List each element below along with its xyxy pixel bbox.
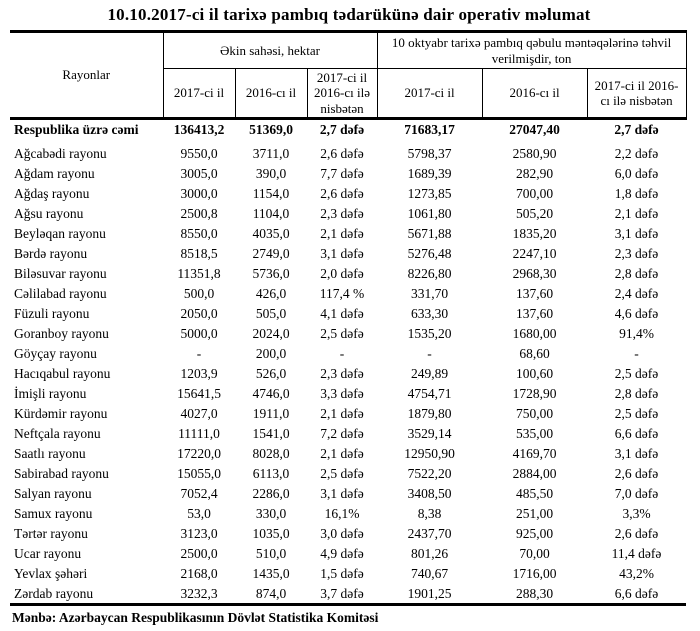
value-cell: 8518,5 (180, 246, 218, 262)
table-row (10, 384, 686, 404)
value-cell: 485,50 (515, 486, 554, 502)
value-cell: 68,60 (519, 346, 550, 362)
value-cell: 91,4% (619, 326, 654, 342)
value-cell: 3,0 dəfə (320, 526, 364, 542)
value-cell: 2,2 dəfə (614, 146, 659, 162)
region-name: Zərdab rayonu (14, 585, 94, 601)
region-name: Tərtər rayonu (14, 526, 88, 542)
value-cell: 3,1 dəfə (614, 446, 659, 462)
value-cell: 2,6 dəfə (614, 466, 659, 482)
value-cell: 2286,0 (252, 486, 290, 502)
value-cell: 2968,30 (512, 266, 557, 282)
value-cell: 1716,00 (512, 566, 557, 582)
value-cell: 2,1 dəfə (320, 226, 364, 242)
value-cell: 6,0 dəfə (614, 166, 659, 182)
value-cell: 249,89 (410, 366, 449, 382)
value-cell: 750,00 (515, 406, 554, 422)
column-header-rayonlar: Rayonlar (10, 32, 163, 119)
value-cell: 7,0 dəfə (614, 486, 659, 502)
table-row (10, 244, 686, 264)
region-name: Ağcabədi rayonu (14, 146, 107, 162)
value-cell: 2,5 dəfə (614, 366, 659, 382)
table-row (10, 404, 686, 424)
region-name: Göyçay rayonu (14, 346, 97, 362)
table-row (10, 424, 686, 444)
value-cell: 1901,25 (407, 585, 452, 601)
value-cell: 2024,0 (252, 326, 290, 342)
value-cell: 510,0 (255, 546, 287, 562)
value-cell: 6113,0 (252, 466, 290, 482)
region-name: Biləsuvar rayonu (14, 266, 107, 282)
value-cell: 8550,0 (180, 226, 218, 242)
value-cell: 2,7 dəfə (319, 121, 365, 137)
value-cell: 2,1 dəfə (320, 446, 364, 462)
value-cell: 1535,20 (407, 326, 452, 342)
value-cell: 874,0 (255, 585, 287, 601)
value-cell: 2884,00 (512, 466, 557, 482)
value-cell: 4,9 dəfə (320, 546, 364, 562)
cotton-procurement-table (10, 30, 687, 606)
value-cell: 12950,90 (404, 446, 455, 462)
table-row (10, 204, 686, 224)
region-name: Neftçala rayonu (14, 426, 101, 442)
table-row (10, 284, 686, 304)
region-name: Ağdam rayonu (14, 166, 95, 182)
value-cell: 2437,70 (407, 526, 452, 542)
value-cell: 137,60 (515, 286, 554, 302)
table-row (10, 118, 686, 144)
value-cell: 136413,2 (173, 121, 225, 137)
value-cell: 390,0 (255, 166, 287, 182)
region-name: Bərdə rayonu (14, 246, 88, 262)
value-cell: 2,1 dəfə (320, 406, 364, 422)
value-cell: 2,8 dəfə (614, 386, 659, 402)
value-cell: 2,5 dəfə (320, 326, 364, 342)
region-name: Ucar rayonu (14, 546, 82, 562)
value-cell: 1,8 dəfə (614, 186, 659, 202)
region-name: Salyan rayonu (14, 486, 92, 502)
region-name: Sabirabad rayonu (14, 466, 109, 482)
value-cell: 8226,80 (407, 266, 452, 282)
region-name: Ağdaş rayonu (14, 186, 90, 202)
table-row (10, 564, 686, 584)
table-row (10, 324, 686, 344)
page-title: 10.10.2017-ci il tarixə pambıq tədarükünə dair operativ məlumat (107, 5, 591, 24)
value-cell: 53,0 (187, 506, 211, 522)
column-header-area-2017: 2017-ci il (163, 69, 235, 119)
region-name: Goranboy rayonu (14, 326, 109, 342)
group-header-sown-area: Əkin sahəsi, hektar (163, 32, 377, 69)
table-row (10, 544, 686, 564)
column-header-delivered-ratio: 2017-ci il 2016-cı ilə nisbətən (587, 69, 686, 119)
value-cell: 1911,0 (252, 406, 290, 422)
value-cell: 70,00 (519, 546, 550, 562)
value-cell: 2749,0 (252, 246, 290, 262)
region-name: Saatlı rayonu (14, 446, 86, 462)
value-cell: 4746,0 (252, 386, 290, 402)
value-cell: 2500,8 (180, 206, 218, 222)
value-cell: 7,7 dəfə (320, 166, 364, 182)
value-cell: 282,90 (515, 166, 554, 182)
value-cell: 7522,20 (407, 466, 452, 482)
table-row (10, 224, 686, 244)
region-name: Kürdəmir rayonu (14, 406, 108, 422)
value-cell: 5798,37 (407, 146, 452, 162)
value-cell: 1203,9 (180, 366, 218, 382)
value-cell: 4169,70 (512, 446, 557, 462)
value-cell: 8028,0 (252, 446, 290, 462)
region-name: Samux rayonu (14, 506, 93, 522)
value-cell: 5671,88 (407, 226, 452, 242)
value-cell: 4027,0 (180, 406, 218, 422)
value-cell: 2,0 dəfə (320, 266, 364, 282)
value-cell: 505,0 (255, 306, 287, 322)
value-cell: 1035,0 (252, 526, 290, 542)
value-cell: 1835,20 (512, 226, 557, 242)
value-cell: 331,70 (410, 286, 449, 302)
region-name: Cəlilabad rayonu (14, 286, 107, 302)
value-cell: 2247,10 (512, 246, 557, 262)
table-row (10, 464, 686, 484)
value-cell: 3000,0 (180, 186, 218, 202)
table-row (10, 164, 686, 184)
value-cell: 3,7 dəfə (320, 585, 364, 601)
value-cell: 51369,0 (249, 121, 293, 137)
value-cell: 526,0 (255, 366, 287, 382)
column-header-area-ratio: 2017-ci il 2016-cı ilə nisbətən (307, 69, 377, 119)
value-cell: 6,6 dəfə (614, 585, 659, 601)
value-cell: 6,6 dəfə (614, 426, 659, 442)
value-cell: 100,60 (515, 366, 554, 382)
value-cell: 8,38 (417, 506, 442, 522)
value-cell: 3529,14 (407, 426, 452, 442)
value-cell: 4754,71 (407, 386, 452, 402)
value-cell: 2,5 dəfə (614, 406, 659, 422)
value-cell: 1104,0 (252, 206, 290, 222)
value-cell: 3,1 dəfə (614, 226, 659, 242)
table-row (10, 144, 686, 164)
region-name: Beyləqan rayonu (14, 226, 106, 242)
value-cell: 43,2% (619, 566, 654, 582)
value-cell: 16,1% (324, 506, 360, 522)
table-row (10, 344, 686, 364)
value-cell: 2168,0 (180, 566, 218, 582)
source-note: Mənbə: Azərbaycan Respublikasının Dövlət Statistika Komitəsi (12, 609, 379, 625)
value-cell: 3232,3 (180, 585, 218, 601)
value-cell: 11111,0 (178, 426, 220, 442)
value-cell: 2,8 dəfə (614, 266, 659, 282)
value-cell: 1,5 dəfə (320, 566, 364, 582)
value-cell: 11,4 dəfə (611, 546, 662, 562)
value-cell: 3408,50 (407, 486, 452, 502)
value-cell: 2,3 dəfə (320, 366, 364, 382)
value-cell: 2,7 dəfə (614, 121, 659, 137)
table-row (10, 524, 686, 544)
region-name: İmişli rayonu (14, 386, 87, 402)
value-cell: 2500,0 (180, 546, 218, 562)
value-cell: 505,20 (515, 206, 554, 222)
value-cell: 2,5 dəfə (320, 466, 364, 482)
value-cell: 71683,17 (404, 121, 455, 137)
table-row (10, 444, 686, 464)
value-cell: 740,67 (410, 566, 449, 582)
value-cell: 9550,0 (180, 146, 218, 162)
column-header-delivered-2017: 2017-ci il (377, 69, 482, 119)
value-cell: 500,0 (183, 286, 215, 302)
table-row (10, 264, 686, 284)
value-cell: 1154,0 (252, 186, 290, 202)
value-cell: 2,6 dəfə (614, 526, 659, 542)
table-row (10, 484, 686, 504)
value-cell: 1273,85 (407, 186, 452, 202)
value-cell: 4,1 dəfə (320, 306, 364, 322)
value-cell: 1879,80 (407, 406, 452, 422)
value-cell: 633,30 (410, 306, 449, 322)
region-name: Respublika üzrə cəmi (14, 121, 139, 137)
value-cell: 2,4 dəfə (614, 286, 659, 302)
value-cell: 1689,39 (407, 166, 452, 182)
value-cell: 2,6 dəfə (320, 146, 364, 162)
value-cell: 117,4 % (319, 286, 365, 302)
value-cell: 3,3% (622, 506, 651, 522)
value-cell: - (339, 346, 345, 362)
table-row (10, 504, 686, 524)
value-cell: 2580,90 (512, 146, 557, 162)
region-name: Füzuli rayonu (14, 306, 90, 322)
table-row (10, 364, 686, 384)
value-cell: 1061,80 (407, 206, 452, 222)
value-cell: 1680,00 (512, 326, 557, 342)
value-cell: 3,3 dəfə (320, 386, 364, 402)
region-name: Ağsu rayonu (14, 206, 84, 222)
value-cell: 251,00 (515, 506, 554, 522)
region-name: Hacıqabul rayonu (14, 366, 111, 382)
value-cell: 2,6 dəfə (320, 186, 364, 202)
value-cell: 288,30 (515, 585, 554, 601)
column-header-area-2016: 2016-cı il (235, 69, 307, 119)
group-header-row (10, 32, 686, 69)
value-cell: 4,6 dəfə (614, 306, 659, 322)
value-cell: 15641,5 (177, 386, 221, 402)
value-cell: 17220,0 (177, 446, 221, 462)
value-cell: 330,0 (255, 506, 287, 522)
table-row (10, 184, 686, 204)
value-cell: 5000,0 (180, 326, 218, 342)
value-cell: 5736,0 (252, 266, 290, 282)
value-cell: 2,3 dəfə (320, 206, 364, 222)
value-cell: 27047,40 (509, 121, 560, 137)
value-cell: 700,00 (515, 186, 554, 202)
table-body (10, 118, 686, 604)
value-cell: 11351,8 (177, 266, 221, 282)
column-header-delivered-2016: 2016-cı il (482, 69, 587, 119)
value-cell: 2,1 dəfə (614, 206, 659, 222)
value-cell: 3,1 dəfə (320, 246, 364, 262)
value-cell: 4035,0 (252, 226, 290, 242)
value-cell: 1435,0 (252, 566, 290, 582)
value-cell: 5276,48 (407, 246, 452, 262)
value-cell: 801,26 (410, 546, 449, 562)
value-cell: 535,00 (515, 426, 554, 442)
value-cell: 7052,4 (180, 486, 218, 502)
value-cell: 2050,0 (180, 306, 218, 322)
value-cell: 137,60 (515, 306, 554, 322)
value-cell: 925,00 (515, 526, 554, 542)
value-cell: - (427, 346, 432, 362)
value-cell: 3711,0 (252, 146, 290, 162)
table-header (10, 32, 686, 119)
value-cell: - (634, 346, 639, 362)
value-cell: 3005,0 (180, 166, 218, 182)
value-cell: 7,2 dəfə (320, 426, 364, 442)
group-header-delivered: 10 oktyabr tarixə pambıq qəbulu məntəqələrinə təhvil verilmişdir, ton (377, 32, 686, 69)
value-cell: 3,1 dəfə (320, 486, 364, 502)
table-row (10, 304, 686, 324)
value-cell: 1541,0 (252, 426, 290, 442)
value-cell: - (196, 346, 202, 362)
value-cell: 15055,0 (177, 466, 221, 482)
value-cell: 1728,90 (512, 386, 557, 402)
table-row (10, 584, 686, 604)
value-cell: 200,0 (255, 346, 287, 362)
value-cell: 3123,0 (180, 526, 218, 542)
value-cell: 426,0 (255, 286, 287, 302)
value-cell: 2,3 dəfə (614, 246, 659, 262)
region-name: Yevlax şəhəri (14, 566, 88, 582)
